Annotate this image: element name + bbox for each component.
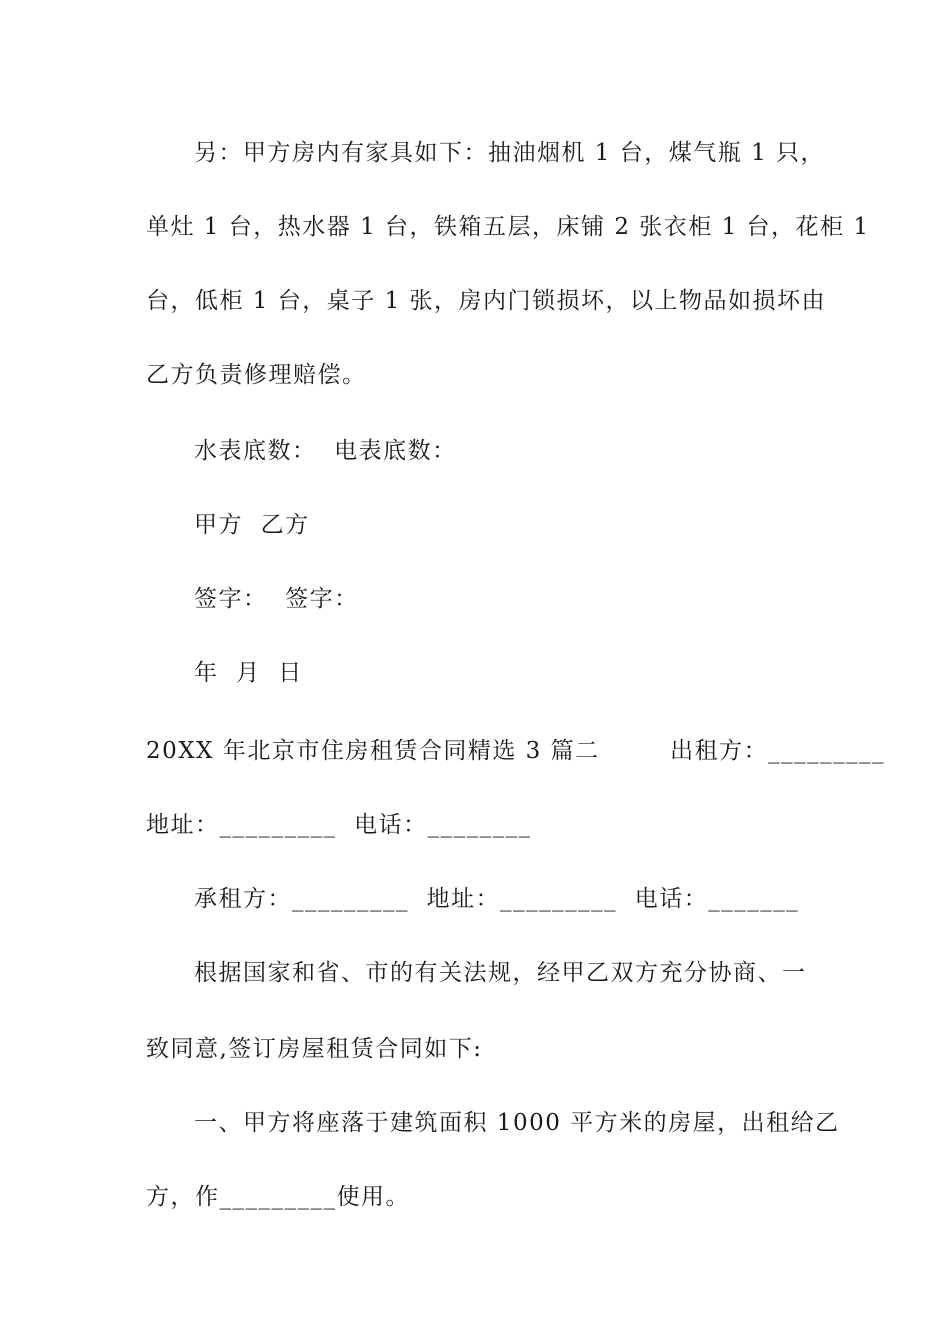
paragraph-furniture-line-2: 单灶 1 台，热水器 1 台，铁箱五层，床铺 2 张衣柜 1 台，花柜 1: [146, 214, 870, 240]
section-heading-lessor-line: 20XX 年北京市住房租赁合同精选 3 篇二 出租方：_________: [146, 738, 886, 764]
meter-readings-line: 水表底数： 电表底数：: [194, 438, 457, 464]
paragraph-intro-line-2: 致同意,签订房屋租赁合同如下:: [146, 1036, 483, 1062]
clause-one-line-2: 方，作_________使用。: [146, 1184, 410, 1210]
lessor-address-phone-line: 地址：_________ 电话：________: [146, 812, 532, 838]
paragraph-furniture-line-3: 台，低柜 1 台，桌子 1 张，房内门锁损坏，以上物品如损坏由: [146, 288, 827, 314]
signature-line: 签字： 签字：: [194, 586, 359, 612]
date-line: 年 月 日: [194, 660, 303, 686]
paragraph-furniture-line-1: 另：甲方房内有家具如下：抽油烟机 1 台，煤气瓶 1 只，: [194, 140, 826, 166]
paragraph-furniture-line-4: 乙方负责修理赔偿。: [146, 362, 367, 388]
clause-one-line-1: 一、甲方将座落于建筑面积 1000 平方米的房屋，出租给乙: [194, 1110, 840, 1136]
parties-line: 甲方 乙方: [194, 512, 310, 538]
paragraph-intro-line-1: 根据国家和省、市的有关法规，经甲乙双方充分协商、一: [194, 960, 807, 986]
lessee-line: 承租方：_________ 地址：_________ 电话：_______: [194, 886, 800, 912]
